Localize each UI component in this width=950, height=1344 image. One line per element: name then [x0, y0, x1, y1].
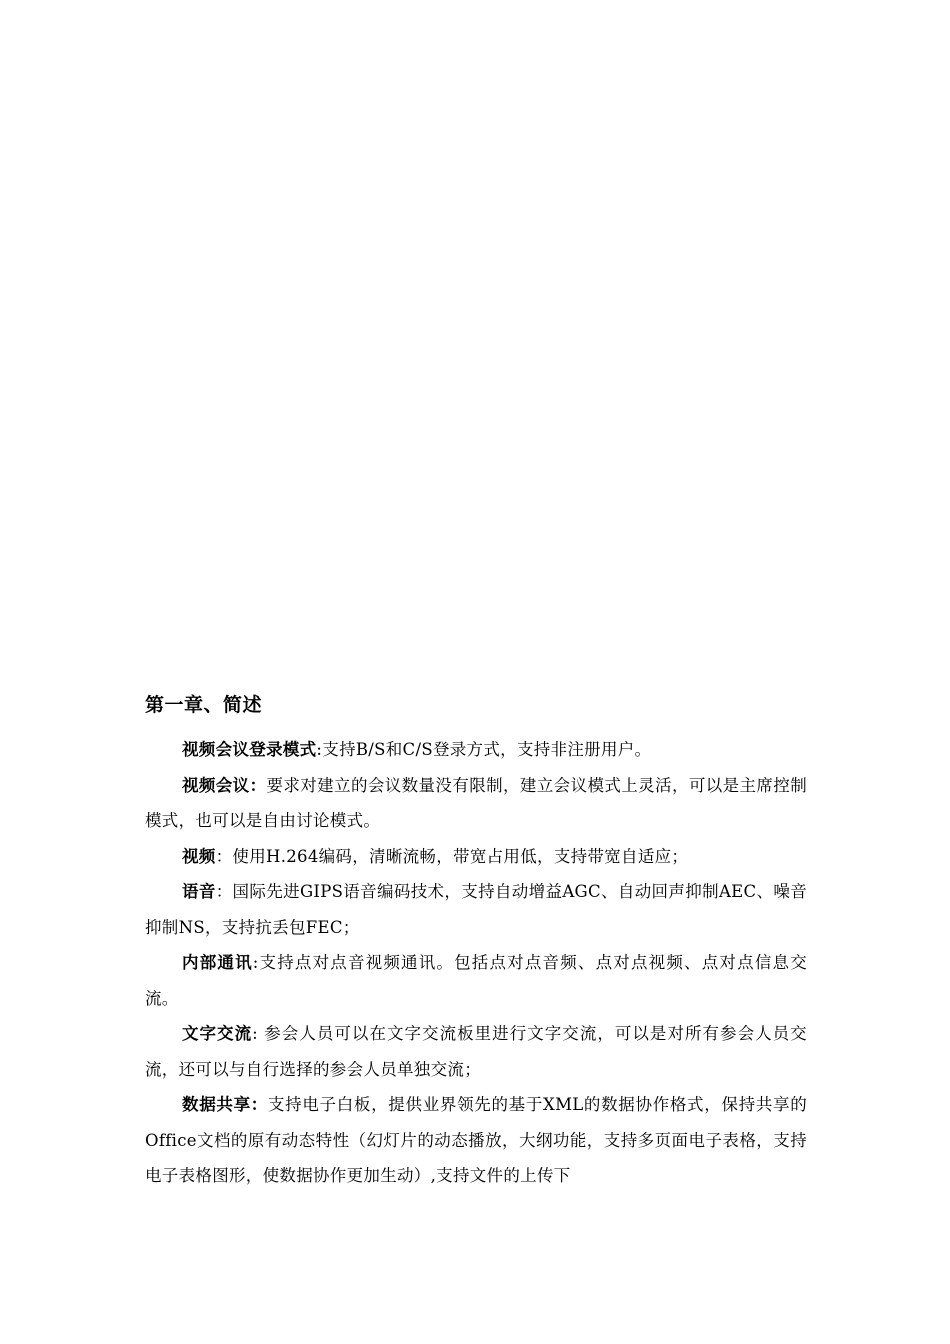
paragraph-term: 视频会议：: [182, 775, 267, 795]
paragraph-video: [145, 839, 807, 875]
paragraph-term: 语音: [182, 882, 216, 901]
paragraph-term: 内部通讯: [182, 953, 253, 972]
paragraph-term: 视频: [182, 846, 216, 866]
paragraph-term: 数据共享：: [182, 1095, 268, 1114]
paragraph-text: 支持电子白板，提供业界领先的基于XML的数据协作格式，保持共享的Office文档的原有动态特性（幻灯片的动态播放，大纲功能，支持多页面电子表格，支持电子表格图形，使数据协作更加生动）,支持文件的上传下: [145, 1095, 808, 1185]
paragraph-text: ：使用H.264编码，清晰流畅，带宽占用低，支持带宽自适应；: [215, 846, 689, 866]
paragraph-internal-communication: [145, 945, 807, 1016]
paragraph-term: 文字交流: [182, 1024, 253, 1043]
paragraph-text-chat: [145, 1016, 807, 1087]
paragraph-login-mode: [145, 732, 807, 768]
chapter-body: [145, 732, 807, 1194]
paragraph-data-sharing: [145, 1087, 807, 1194]
paragraph-text: : 参会人员可以在文字交流板里进行文字交流，可以是对所有参会人员交流，还可以与自行选择的参会人员单独交流；: [145, 1024, 807, 1079]
paragraph-text: ：国际先进GIPS语音编码技术，支持自动增益AGC、自动回声抑制AEC、噪音抑制NS，支持抗丢包FEC；: [145, 882, 807, 937]
paragraph-term: 视频会议登录模式: [182, 740, 317, 759]
paragraph-video-conference: [145, 768, 807, 839]
paragraph-text: :支持B/S和C/S登录方式，支持非注册用户。: [316, 740, 652, 759]
chapter-heading: 第一章、简述: [145, 694, 263, 716]
paragraph-text: 要求对建立的会议数量没有限制，建立会议模式上灵活，可以是主席控制模式，也可以是自由讨论模式。: [145, 775, 808, 830]
paragraph-text: :支持点对点音视频通讯。包括点对点音频、点对点视频、点对点信息交流。: [145, 953, 807, 1008]
paragraph-audio: [145, 874, 807, 945]
